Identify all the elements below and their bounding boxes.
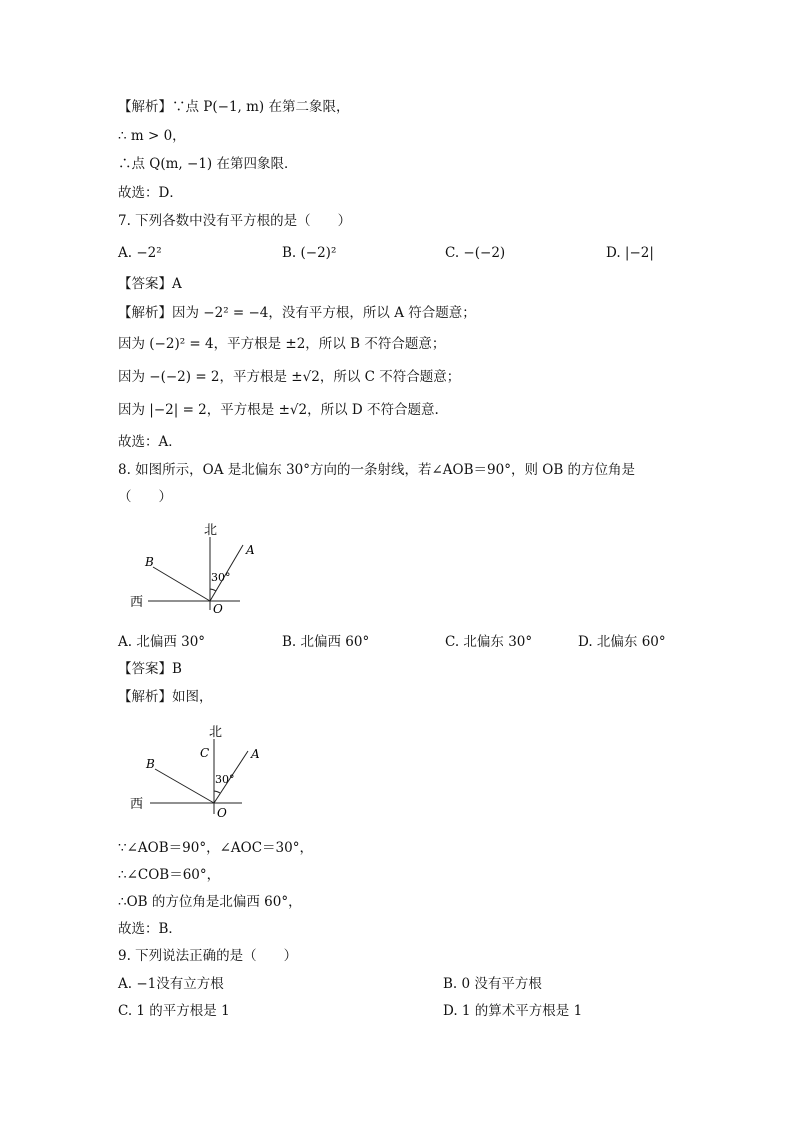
q9-option-b: B. 0 没有平方根 xyxy=(443,976,542,992)
q7-stem: 7. 下列各数中没有平方根的是（ ） xyxy=(118,213,352,229)
q7-answer: 【答案】A xyxy=(118,276,182,292)
q8-stem-line-1: 8. 如图所示，OA 是北偏东 30°方向的一条射线，若∠AOB＝90°，则 OB 的方位角是 xyxy=(118,462,636,478)
label-b: B xyxy=(146,757,155,771)
angle-arc xyxy=(210,589,216,591)
q7-analysis-line-1: 【解析】因为 −2² = −4，没有平方根，所以 A 符合题意； xyxy=(118,305,476,321)
q8-analysis-line-1: 【解析】如图， xyxy=(118,689,213,705)
q8-option-b: B. 北偏西 60° xyxy=(282,634,370,650)
q6-analysis-line-3: ∴点 Q(m, −1) 在第四象限． xyxy=(118,156,298,172)
q8-solution-step-3: ∴OB 的方位角是北偏西 60°， xyxy=(118,894,302,910)
label-north: 北 xyxy=(204,523,218,538)
q8-direction-figure xyxy=(118,515,258,620)
q8-choice: 故选：B． xyxy=(118,921,182,937)
label-a: A xyxy=(251,747,260,761)
label-angle: 30° xyxy=(215,773,235,786)
q7-option-b: B. (−2)² xyxy=(282,245,337,261)
q7-option-a: A. −2² xyxy=(118,245,162,261)
label-angle: 30° xyxy=(211,571,231,584)
q8-stem-line-2: （ ） xyxy=(118,489,172,505)
q7-choice: 故选：A． xyxy=(118,434,182,450)
q8-solution-step-2: ∴∠COB＝60°， xyxy=(118,867,221,883)
label-o: O xyxy=(217,806,227,820)
label-o: O xyxy=(213,602,223,616)
angle-arc xyxy=(214,791,220,793)
q7-analysis-line-3: 因为 −(−2) = 2，平方根是 ±√2，所以 C 不符合题意； xyxy=(118,369,461,385)
q7-analysis-line-2: 因为 (−2)² = 4，平方根是 ±2，所以 B 不符合题意； xyxy=(118,336,446,352)
q7-option-d: D. |−2| xyxy=(606,245,654,261)
q7-analysis-line-4: 因为 |−2| = 2，平方根是 ±√2，所以 D 不符合题意. xyxy=(118,402,439,418)
q9-stem: 9. 下列说法正确的是（ ） xyxy=(118,948,298,964)
q8-option-a: A. 北偏西 30° xyxy=(118,634,206,650)
q8-option-c: C. 北偏东 30° xyxy=(445,634,533,650)
label-c: C xyxy=(200,746,210,760)
q8-option-d: D. 北偏东 60° xyxy=(578,634,666,650)
q9-option-d: D. 1 的算术平方根是 1 xyxy=(443,1003,583,1019)
label-west: 西 xyxy=(130,595,144,610)
q6-choice: 故选：D． xyxy=(118,185,183,201)
label-b: B xyxy=(145,555,154,569)
q8-solution-figure xyxy=(118,717,258,822)
label-a: A xyxy=(246,543,255,557)
q6-analysis-line-1: 【解析】∵点 P(−1, m) 在第二象限， xyxy=(118,99,350,115)
q6-analysis-line-2: ∴ m > 0， xyxy=(118,128,186,144)
ray-ob xyxy=(155,769,214,803)
q9-option-c: C. 1 的平方根是 1 xyxy=(118,1003,230,1019)
q7-option-c: C. −(−2) xyxy=(445,245,506,261)
q9-option-a: A. −1没有立方根 xyxy=(118,976,224,992)
q8-answer: 【答案】B xyxy=(118,661,182,677)
label-north: 北 xyxy=(209,725,223,740)
ray-ob xyxy=(153,567,210,601)
q8-solution-step-1: ∵∠AOB＝90°，∠AOC＝30°， xyxy=(118,840,313,856)
label-west: 西 xyxy=(130,797,144,812)
